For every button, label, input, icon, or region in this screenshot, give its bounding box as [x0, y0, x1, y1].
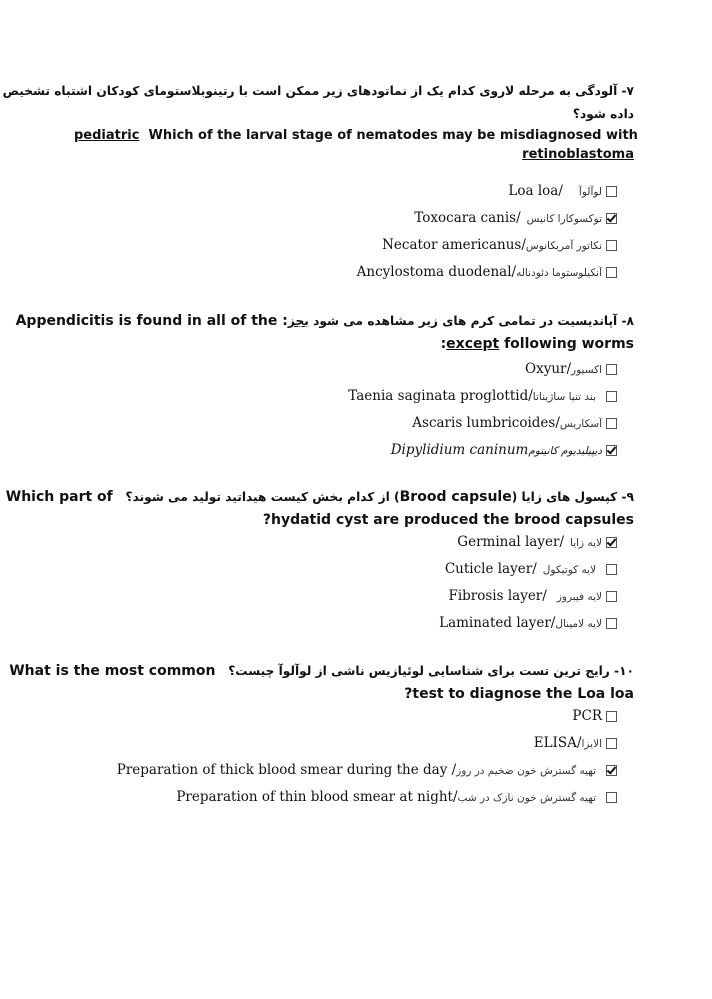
option-label: توکسوکارا کانیس/Toxocara canis [414, 209, 602, 226]
option-label: لایه لامینال/Laminated layer [439, 614, 602, 631]
checkbox-icon[interactable] [606, 564, 617, 575]
option-label: لوآلوآ/Loa loa [508, 182, 602, 199]
option-label: لایه کوتیکول/Cuticle layer [444, 560, 596, 577]
option-label: تهیه گسترش خون ضخیم در روز/ Preparation of thick blood smear during the day [116, 761, 596, 778]
option-item[interactable] [97, 583, 617, 610]
option-label: آسکاریس/Ascaris lumbricoides [412, 414, 602, 431]
option-item[interactable] [97, 410, 617, 437]
question-9-options [97, 529, 617, 637]
option-item[interactable] [97, 784, 617, 811]
checkbox-checked-icon[interactable] [606, 537, 617, 548]
question-10-options [97, 703, 617, 811]
checkbox-icon[interactable] [606, 738, 617, 749]
option-item[interactable] [97, 178, 617, 205]
except-word-fa: بجز [287, 314, 309, 328]
checkbox-checked-icon[interactable] [606, 445, 617, 456]
checkbox-icon[interactable] [606, 391, 617, 402]
option-item[interactable] [97, 205, 617, 232]
question-7-underlined-word: pediatric [74, 128, 140, 143]
option-item[interactable] [97, 356, 617, 383]
option-label: نکاتور آمریکانوس/Necator americanus [382, 236, 602, 253]
option-label: لایه زایا/Germinal layer [457, 533, 602, 550]
question-8 [15, 310, 634, 356]
question-9-line-2: hydatid cyst are produced the brood capsules? [262, 512, 634, 528]
question-7-text-fa-2: داده شود؟ [572, 107, 634, 121]
question-7-options [97, 178, 617, 286]
checkbox-checked-icon[interactable] [606, 765, 617, 776]
checkbox-checked-icon[interactable] [606, 213, 617, 224]
option-label: PCR [572, 707, 602, 724]
option-label: تهیه گسترش خون نازک در شب/Preparation of thin blood smear at night [176, 788, 596, 805]
option-label: اکسیور/Oxyur [525, 360, 602, 377]
checkbox-icon[interactable] [606, 711, 617, 722]
question-8-line-1: ۸- آپاندیسیت در تمامی کرم های زیر مشاهده می شود بجز: Appendicitis is found in all of the [15, 313, 634, 329]
checkbox-icon[interactable] [606, 364, 617, 375]
checkbox-icon[interactable] [606, 418, 617, 429]
question-8-options [97, 356, 617, 464]
question-9-line-1: ۹- کپسول های زایا (Brood capsule) از کدام بخش کیست هیداتید تولید می شوند؟ Which part of [5, 489, 634, 505]
question-10 [9, 660, 634, 706]
question-7-en-rest: Which of the larval stage of nematodes may be misdiagnosed with [148, 128, 638, 143]
question-8-line-2: except following worms: [440, 336, 634, 352]
option-item[interactable] [97, 757, 617, 784]
checkbox-icon[interactable] [606, 792, 617, 803]
option-label: بند تنیا ساژیناتا/Taenia saginata proglottid [348, 387, 596, 404]
option-item[interactable] [97, 556, 617, 583]
option-item[interactable] [97, 259, 617, 286]
question-9 [5, 486, 634, 532]
question-7-text-en-2: retinoblastoma [522, 147, 634, 162]
option-item[interactable] [97, 437, 617, 464]
checkbox-icon[interactable] [606, 618, 617, 629]
question-7 [2, 80, 638, 164]
option-item[interactable] [97, 232, 617, 259]
option-label: لایه فیبروز/Fibrosis layer [448, 587, 602, 604]
option-item[interactable] [97, 703, 617, 730]
option-item[interactable] [97, 529, 617, 556]
option-label: دیپیلیدیوم کانینومDipylidium caninum [390, 441, 602, 458]
option-item[interactable] [97, 383, 617, 410]
question-7-text-fa-1: ۷- آلودگی به مرحله لاروی کدام یک از نماتودهای زیر ممکن است با رتینوبلاستومای کودکان اشتباه تشخیص [2, 84, 634, 98]
question-7-text-en-1 [74, 126, 638, 145]
checkbox-icon[interactable] [606, 186, 617, 197]
checkbox-icon[interactable] [606, 240, 617, 251]
checkbox-icon[interactable] [606, 267, 617, 278]
option-item[interactable] [97, 610, 617, 637]
option-label: آنکیلوستوما دئودناله/Ancylostoma duodenal [356, 263, 602, 280]
checkbox-icon[interactable] [606, 591, 617, 602]
question-10-line-2: test to diagnose the Loa loa? [404, 686, 634, 702]
question-10-line-1: ۱۰- رایج ترین تست برای شناسایی لوئیازیس ناشی از لوآلوآ چیست؟ What is the most common [9, 663, 634, 679]
option-label: الایزا/ELISA [533, 734, 602, 751]
option-item[interactable] [97, 730, 617, 757]
